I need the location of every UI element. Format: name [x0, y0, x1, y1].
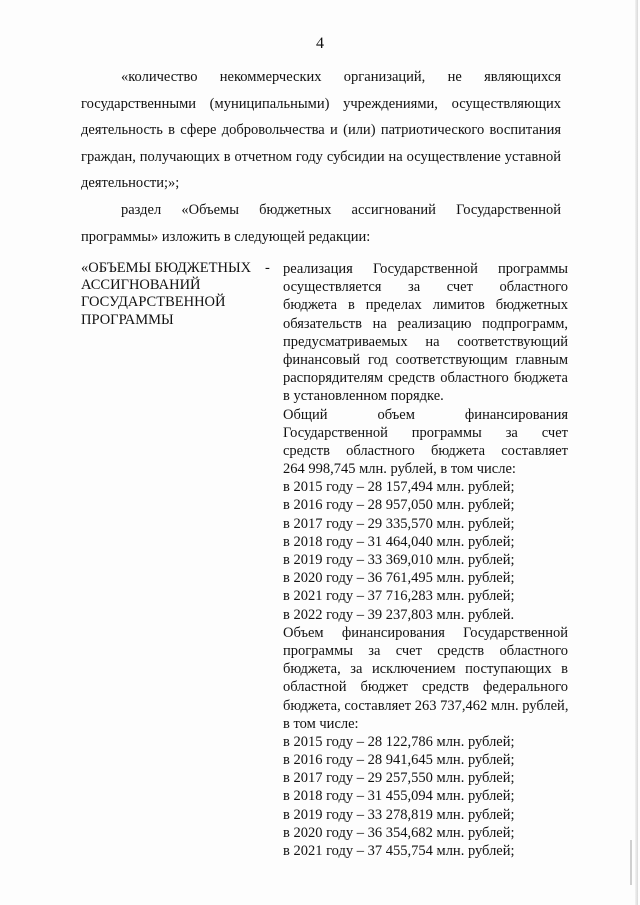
- content-line: в 2020 году – 36 761,495 млн. рублей;: [283, 570, 515, 587]
- intro-paragraph-2: [81, 197, 561, 250]
- text-line: государственными (муниципальными) учреждениями, осуществляющих: [81, 95, 561, 112]
- text-line: раздел «Объемы бюджетных ассигнований Государственной: [121, 202, 561, 218]
- content-line: в 2021 году – 37 716,283 млн. рублей;: [283, 588, 515, 605]
- content-line: в 2018 году – 31 455,094 млн. рублей;: [283, 788, 515, 805]
- content-line: осуществляется за счет областного: [283, 279, 568, 296]
- content-line: в 2022 году – 39 237,803 млн. рублей.: [283, 606, 515, 623]
- content-line: 264 998,745 млн. рублей, в том числе:: [283, 461, 516, 478]
- section-content: [283, 260, 568, 860]
- text-line: «количество некоммерческих организаций, не являющихся: [121, 69, 561, 85]
- content-line: в 2015 году – 28 122,786 млн. рублей;: [283, 733, 515, 750]
- content-line: в 2017 году – 29 257,550 млн. рублей;: [283, 770, 515, 787]
- content-line: в 2016 году – 28 941,645 млн. рублей;: [283, 752, 515, 769]
- text-line: программы» изложить в следующей редакции:: [81, 228, 371, 245]
- content-line: бюджета, за исключением поступающих в: [283, 661, 568, 678]
- content-line: финансовый год соответствующим главным: [283, 351, 568, 368]
- content-line: Объем финансирования Государственной: [283, 624, 568, 641]
- content-line: в 2015 году – 28 157,494 млн. рублей;: [283, 479, 515, 496]
- content-line: в 2021 году – 37 455,754 млн. рублей;: [283, 843, 515, 859]
- text-line: деятельности;»;: [81, 175, 180, 192]
- section-title-line: ПРОГРАММЫ: [81, 311, 174, 328]
- content-line: обязательств на реализацию подпрограмм,: [283, 315, 568, 332]
- content-line: в 2016 году – 28 957,050 млн. рублей;: [283, 497, 515, 514]
- intro-paragraph-1: [81, 64, 561, 197]
- content-line: в 2017 году – 29 335,570 млн. рублей;: [283, 515, 515, 532]
- content-line: в 2020 году – 36 354,682 млн. рублей;: [283, 824, 515, 841]
- section-title-line: АССИГНОВАНИЙ: [81, 277, 201, 294]
- section-title-line: «ОБЪЕМЫ БЮДЖЕТНЫХ: [81, 260, 252, 276]
- content-line: бюджета в пределах лимитов бюджетных: [283, 297, 568, 314]
- content-line: в том числе:: [283, 715, 359, 732]
- section-title-line: ГОСУДАРСТВЕННОЙ: [81, 294, 226, 311]
- content-line: областной бюджет средств федерального: [283, 679, 568, 696]
- content-line: в 2019 году – 33 369,010 млн. рублей;: [283, 552, 515, 568]
- text-line: граждан, получающих в отчетном году субсидии на осуществление уставной: [81, 148, 561, 165]
- text-line: деятельность в сфере добровольчества и (или) патриотического воспитания: [81, 122, 561, 139]
- content-line: Государственной программы за счет: [283, 424, 568, 441]
- content-line: программы за счет средств областного: [283, 642, 568, 659]
- content-line: средств областного бюджета составляет: [283, 442, 568, 459]
- section-title: [81, 260, 271, 329]
- content-line: в 2018 году – 31 464,040 млн. рублей;: [283, 533, 515, 550]
- section-dash: -: [265, 260, 270, 276]
- content-line: в установленном порядке.: [283, 388, 444, 405]
- content-line: реализация Государственной программы: [283, 261, 568, 277]
- content-line: предусматриваемых на соответствующий: [283, 333, 568, 350]
- page-number: 4: [316, 35, 324, 52]
- content-line: в 2019 году – 33 278,819 млн. рублей;: [283, 806, 515, 823]
- content-line: Общий объем финансирования: [283, 406, 568, 423]
- scan-mark: [630, 840, 632, 885]
- scan-edge: [635, 0, 638, 905]
- content-line: распорядителям средств областного бюджета: [283, 370, 568, 387]
- content-line: бюджета, составляет 263 737,462 млн. рублей,: [283, 697, 569, 714]
